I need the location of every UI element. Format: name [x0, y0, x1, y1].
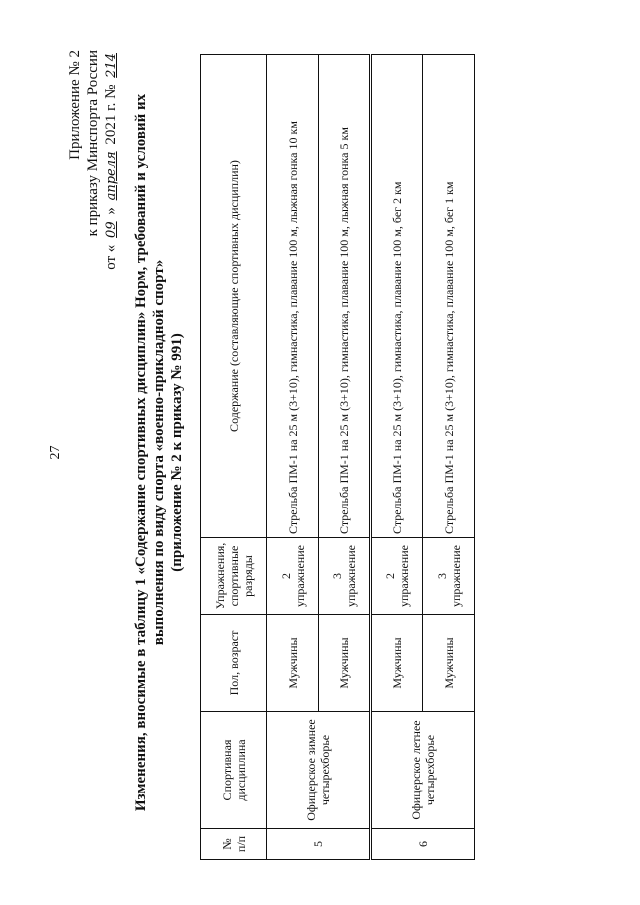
- header-num: № п/п: [201, 829, 267, 860]
- title-line-2: выполнения по виду спорта «военно-прикладной спорт»: [151, 259, 167, 646]
- title-line-1: Изменения, вносимые в таблицу 1 «Содержание спортивных дисциплин» Норм, требований и условий их: [133, 93, 149, 812]
- date-day: 09: [104, 221, 119, 238]
- row-number: 5: [267, 829, 371, 860]
- sex-cell: Мужчины: [267, 615, 319, 712]
- exercise-cell: 2 упражнение: [371, 538, 423, 615]
- annex-block: [66, 50, 121, 905]
- annex-line-2: к приказу Минспорта России: [85, 50, 101, 237]
- table-row: [371, 55, 423, 860]
- exercise-cell: 2 упражнение: [267, 538, 319, 615]
- exercise-cell: 3 упражнение: [423, 538, 475, 615]
- table-header-row: [201, 55, 267, 860]
- content-cell: Стрельба ПМ-1 на 25 м (3+10), гимнастика, плавание 100 м, лыжная гонка 5 км: [319, 55, 371, 538]
- header-exercises: Упражнения, спортивные разряды: [201, 538, 267, 615]
- content-cell: Стрельба ПМ-1 на 25 м (3+10), гимнастика, плавание 100 м, бег 1 км: [423, 55, 475, 538]
- title-line-3: (приложение № 2 к приказу № 991): [169, 333, 185, 572]
- page-number: 27: [48, 445, 63, 460]
- disciplines-table: [200, 54, 475, 860]
- date-month: апреля: [104, 151, 119, 201]
- annex-line-1: Приложение № 2: [67, 50, 83, 160]
- annex-date-line: [102, 50, 121, 905]
- date-prefix: от «: [103, 244, 119, 270]
- content-cell: Стрельба ПМ-1 на 25 м (3+10), гимнастика, плавание 100 м, бег 2 км: [371, 55, 423, 538]
- row-number: 6: [371, 829, 475, 860]
- header-sex-age: Пол, возраст: [201, 615, 267, 712]
- date-year: 2021 г.: [103, 102, 119, 145]
- sex-cell: Мужчины: [423, 615, 475, 712]
- number-prefix: №: [103, 84, 119, 99]
- content-cell: Стрельба ПМ-1 на 25 м (3+10), гимнастика, плавание 100 м, лыжная гонка 10 км: [267, 55, 319, 538]
- order-number: 214: [104, 53, 119, 78]
- exercise-cell: 3 упражнение: [319, 538, 371, 615]
- header-content: Содержание (составляющие спортивных дисциплин): [201, 55, 267, 538]
- discipline-cell: Офицерское зимнее четырехборье: [267, 712, 371, 829]
- header-discipline: Спортивная дисциплина: [201, 712, 267, 829]
- sex-cell: Мужчины: [371, 615, 423, 712]
- date-sep: »: [103, 207, 119, 215]
- document-title: [132, 0, 186, 905]
- discipline-cell: Офицерское летнее четырехборье: [371, 712, 475, 829]
- table-row: [267, 55, 319, 860]
- sex-cell: Мужчины: [319, 615, 371, 712]
